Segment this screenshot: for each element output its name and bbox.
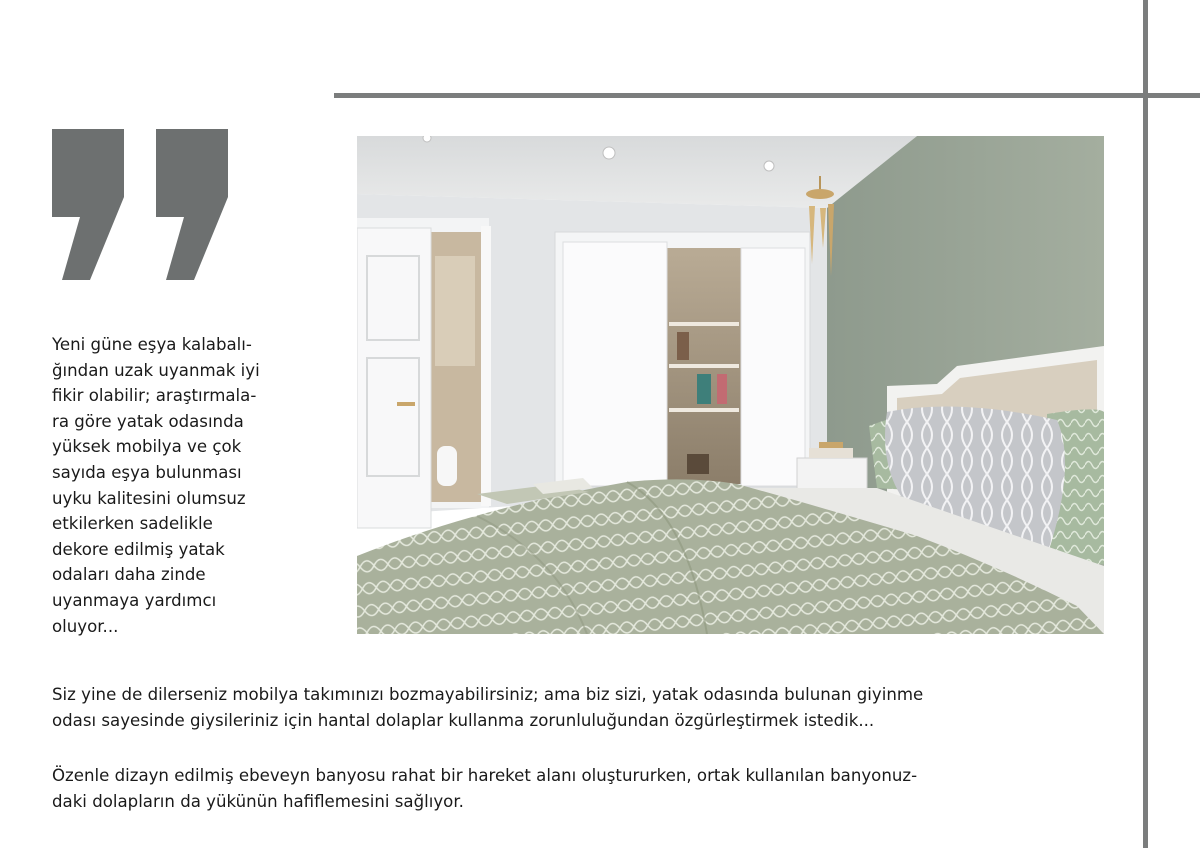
paragraph-line: Siz yine de dilerseniz mobilya takımınızı bozmayabilirsiniz; ama biz sizi, yatak odasında bulunan giyinme bbox=[52, 685, 924, 704]
side-text-line: uyku kalitesini olumsuz bbox=[52, 488, 246, 508]
side-text-line: ra göre yatak odasında bbox=[52, 411, 244, 431]
top-rule bbox=[334, 93, 1200, 98]
side-text bbox=[52, 332, 302, 639]
side-text-line: uyanmaya yardımcı bbox=[52, 590, 217, 610]
side-text-line: dekore edilmiş yatak bbox=[52, 539, 225, 559]
paragraph-line: Özenle dizayn edilmiş ebeveyn banyosu rahat bir hareket alanı oluştururken, ortak kullanılan banyonuz- bbox=[52, 766, 918, 785]
side-text-line: oluyor... bbox=[52, 616, 119, 636]
side-text-line: yüksek mobilya ve çok bbox=[52, 437, 242, 457]
side-text-line: ğından uzak uyanmak iyi bbox=[52, 360, 260, 380]
closing-double-quote-icon bbox=[50, 127, 230, 282]
side-text-line: etkilerken sadelikle bbox=[52, 514, 213, 534]
paragraph-2 bbox=[52, 763, 1142, 814]
right-rule bbox=[1143, 0, 1148, 848]
side-text-line: fikir olabilir; araştırmala- bbox=[52, 386, 257, 406]
paragraph-1 bbox=[52, 682, 1142, 733]
paragraph-line: daki dolapların da yükünün hafiflemesini sağlıyor. bbox=[52, 791, 464, 811]
paragraph-line: odası sayesinde giysileriniz için hantal dolaplar kullanma zorunluluğundan özgürleştirmek istedik... bbox=[52, 710, 875, 730]
side-text-line: Yeni güne eşya kalabalı- bbox=[52, 335, 252, 354]
side-text-line: sayıda eşya bulunması bbox=[52, 462, 242, 482]
side-text-line: odaları daha zinde bbox=[52, 565, 206, 585]
bedroom-photo bbox=[357, 136, 1104, 634]
